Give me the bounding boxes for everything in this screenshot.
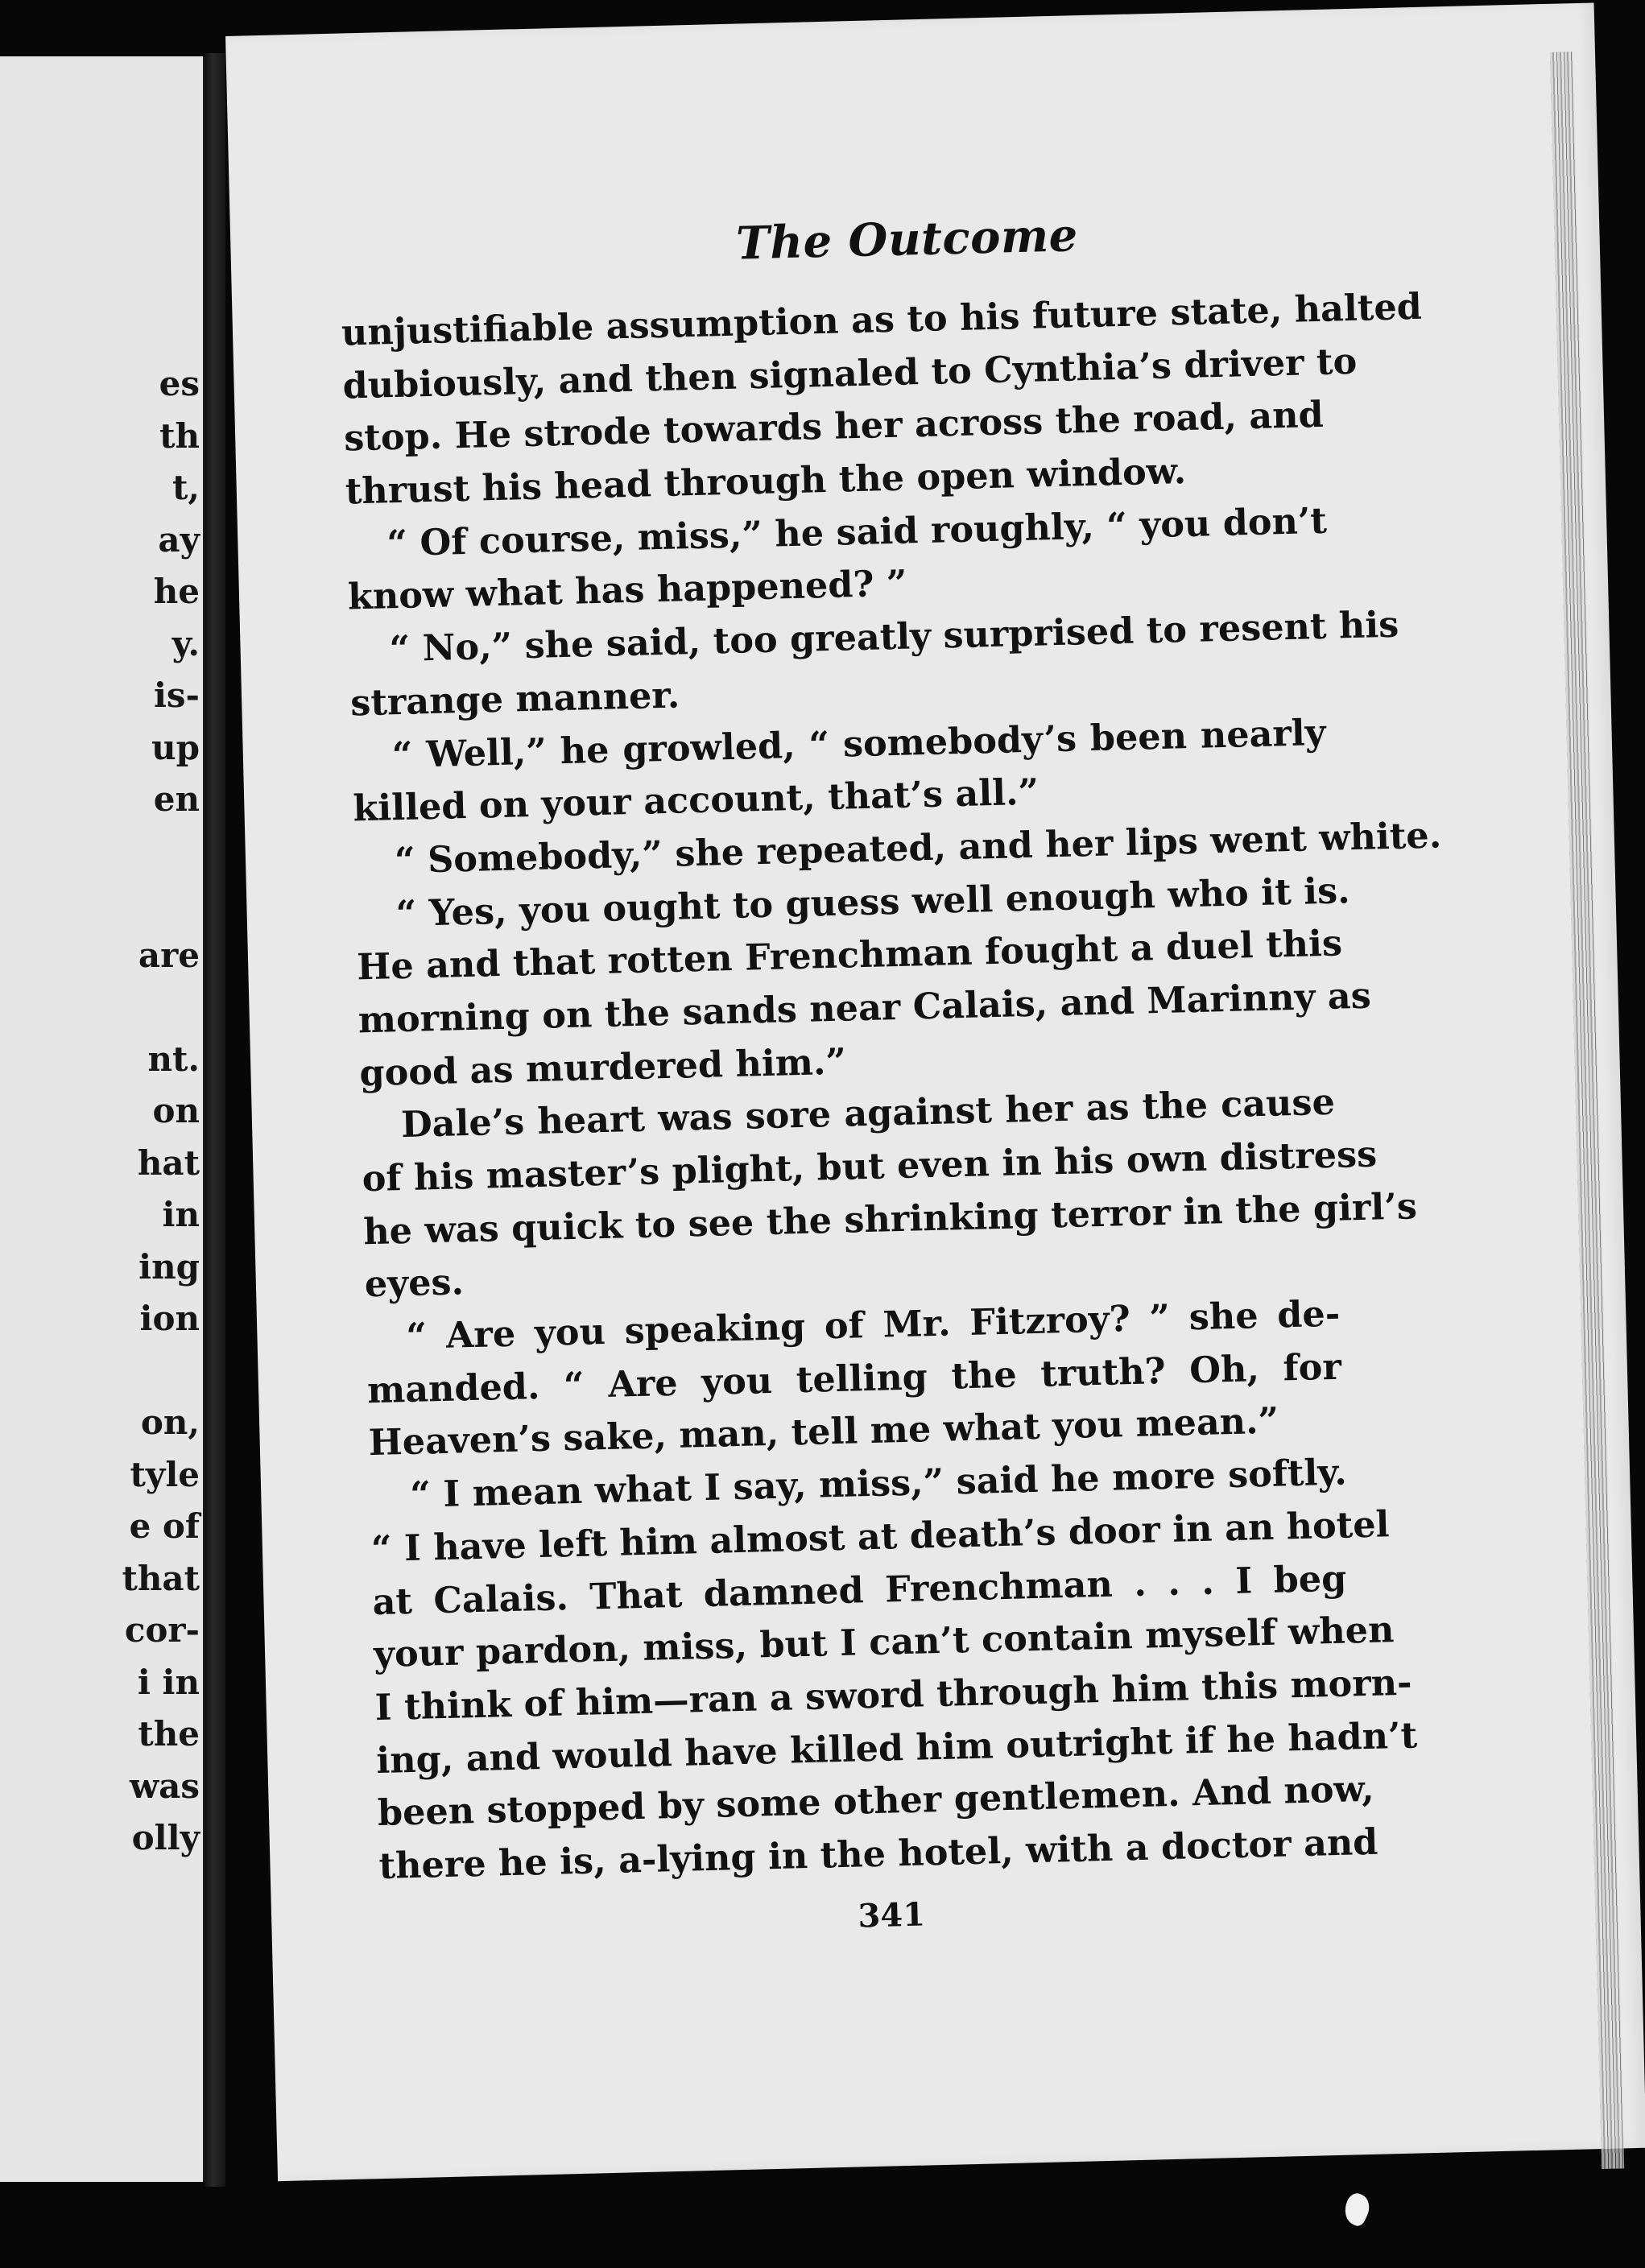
text-line: dubiously, and then signaled to Cynthia’s driver to <box>342 340 1358 407</box>
text-line: “ Well,” he growled, “ somebody’s been nearly <box>391 711 1327 776</box>
fragment-line: up <box>151 727 200 767</box>
text-line: “ Are you speaking of Mr. Fitzroy? ” she de- <box>405 1292 1341 1358</box>
fragment-line: is- <box>153 675 200 715</box>
fragment-line: t, <box>172 468 200 507</box>
text-line: thrust his head through the open window. <box>345 450 1187 513</box>
text-line: he was quick to see the shrinking terror in the girl’s <box>362 1184 1418 1253</box>
text-line: “ Of course, miss,” he said roughly, “ you don’t <box>386 499 1328 565</box>
page-edge-stack <box>1550 52 1624 2169</box>
book-spine <box>205 53 225 2187</box>
text-line: unjustifiable assumption as to his future state, halted <box>341 285 1423 354</box>
book-page <box>225 2 1645 2181</box>
fragment-line: e of <box>129 1506 200 1546</box>
page-number: 341 <box>857 1895 926 1935</box>
text-line: stop. He strode towards her across the road, and <box>343 394 1325 460</box>
text-line: “ Yes, you ought to guess well enough who it is. <box>395 869 1351 935</box>
fragment-line: ay <box>158 519 200 560</box>
fragment-line: th <box>159 415 200 456</box>
text-line: know what has happened? ” <box>347 562 908 618</box>
fragment-line <box>122 981 200 1034</box>
text-line: your pardon, miss, but I can’t contain myself when <box>373 1609 1395 1676</box>
text-line: there he is, a-lying in the hotel, with a doctor and <box>378 1820 1378 1887</box>
text-line: I think of him—ran a sword through him this morn- <box>374 1661 1413 1729</box>
fragment-line: was <box>129 1766 200 1806</box>
text-line: Dale’s heart was sore against her as the cause <box>400 1081 1336 1146</box>
fragment-line: he <box>153 572 200 611</box>
previous-page-text-fragments <box>122 358 200 1865</box>
fragment-line: ion <box>139 1299 200 1338</box>
text-line: of his master’s plight, but even in his own distress <box>362 1133 1378 1200</box>
text-line: eyes. <box>364 1261 465 1306</box>
body-text <box>341 283 1442 1894</box>
fragment-line <box>122 878 200 930</box>
text-line: morning on the sands near Calais, and Marinny as <box>358 974 1372 1042</box>
fragment-line: are <box>138 935 200 975</box>
fragment-line: that <box>122 1558 200 1598</box>
text-line: “ I have left him almost at death’s door in an hotel <box>370 1503 1391 1570</box>
text-line: good as murdered him.” <box>358 1040 847 1094</box>
text-line: “ No,” she said, too greatly surprised to resent his <box>389 603 1399 671</box>
fragment-line <box>122 1345 200 1398</box>
text-line: ing, and would have killed him outright if he hadn’t <box>375 1714 1418 1782</box>
text-line: “ I mean what I say, miss,” said he more softly. <box>409 1451 1348 1517</box>
fragment-line: olly <box>131 1818 200 1857</box>
fragment-line <box>122 826 200 878</box>
text-line: strange manner. <box>349 674 680 725</box>
fragment-line: on <box>152 1091 200 1130</box>
previous-page <box>0 56 208 2182</box>
text-line: manded. “ Are you telling the truth? Oh, for <box>366 1345 1342 1411</box>
fragment-line: i in <box>137 1662 200 1702</box>
text-line: at Calais. That damned Frenchman . . . I beg <box>371 1557 1347 1623</box>
fragment-line: on, <box>140 1403 200 1442</box>
fragment-line: nt. <box>147 1039 200 1079</box>
text-line: Heaven’s sake, man, tell me what you mean.” <box>368 1399 1279 1464</box>
fragment-line: in <box>162 1195 200 1234</box>
text-line: been stopped by some other gentlemen. And now, <box>377 1768 1375 1835</box>
fragment-line: es <box>159 364 200 403</box>
text-line: He and that rotten Frenchman fought a duel this <box>356 922 1343 989</box>
text-line: “ Somebody,” she repeated, and her lips went white. <box>394 814 1442 882</box>
fragment-line: the <box>138 1714 200 1754</box>
fragment-line: ing <box>138 1246 200 1287</box>
fragment-line: tyle <box>130 1454 200 1494</box>
running-head: The Outcome <box>735 209 1079 271</box>
fragment-line: hat <box>137 1142 200 1183</box>
fragment-line: cor- <box>124 1610 200 1650</box>
scan-speck <box>1339 2190 1374 2228</box>
fragment-line: y. <box>172 623 200 663</box>
text-line: killed on your account, that’s all.” <box>352 770 1039 830</box>
fragment-line: en <box>153 779 200 819</box>
